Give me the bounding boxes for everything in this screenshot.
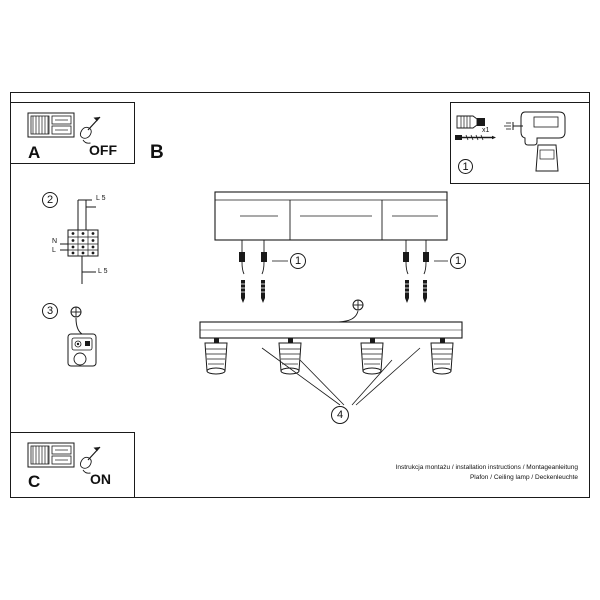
mounting-hardware-left [239, 240, 267, 303]
footer-line-1: Instrukcja montażu / installation instructions / Montageanleitung [395, 464, 578, 471]
spotlight-head [431, 338, 453, 374]
callout-3-connector: 3 [42, 303, 58, 319]
callout-1-left-bracket: 1 [290, 253, 306, 269]
terminal-label-l: L [52, 247, 56, 254]
step-b-letter: B [150, 142, 164, 163]
callout-1-parts: 1 [458, 159, 473, 174]
step-a-state-label: OFF [89, 142, 117, 158]
ceiling-slab [215, 192, 447, 240]
mounting-hardware-right [403, 240, 429, 303]
footer-line-2: Plafon / Ceiling lamp / Deckenleuchte [469, 474, 578, 482]
screw-count-label: x1 [482, 127, 490, 134]
footer-text [300, 463, 578, 483]
step-c-state-label: ON [90, 471, 111, 487]
terminal-label-top: L 5 [96, 195, 106, 202]
step-a-letter: A [28, 143, 41, 162]
callout-4-spotlights: 4 [331, 406, 349, 424]
callout-2-terminal-block: 2 [42, 192, 58, 208]
spotlight-head [205, 338, 227, 374]
spotlight-head [361, 338, 383, 374]
step-c-letter: C [28, 472, 41, 491]
terminal-label-bottom: L 5 [98, 268, 108, 275]
earth-symbol-icon [322, 300, 363, 322]
lamp-base-bar [200, 322, 462, 338]
callout-1-right-bracket: 1 [450, 253, 466, 269]
terminal-label-n: N [52, 238, 58, 245]
